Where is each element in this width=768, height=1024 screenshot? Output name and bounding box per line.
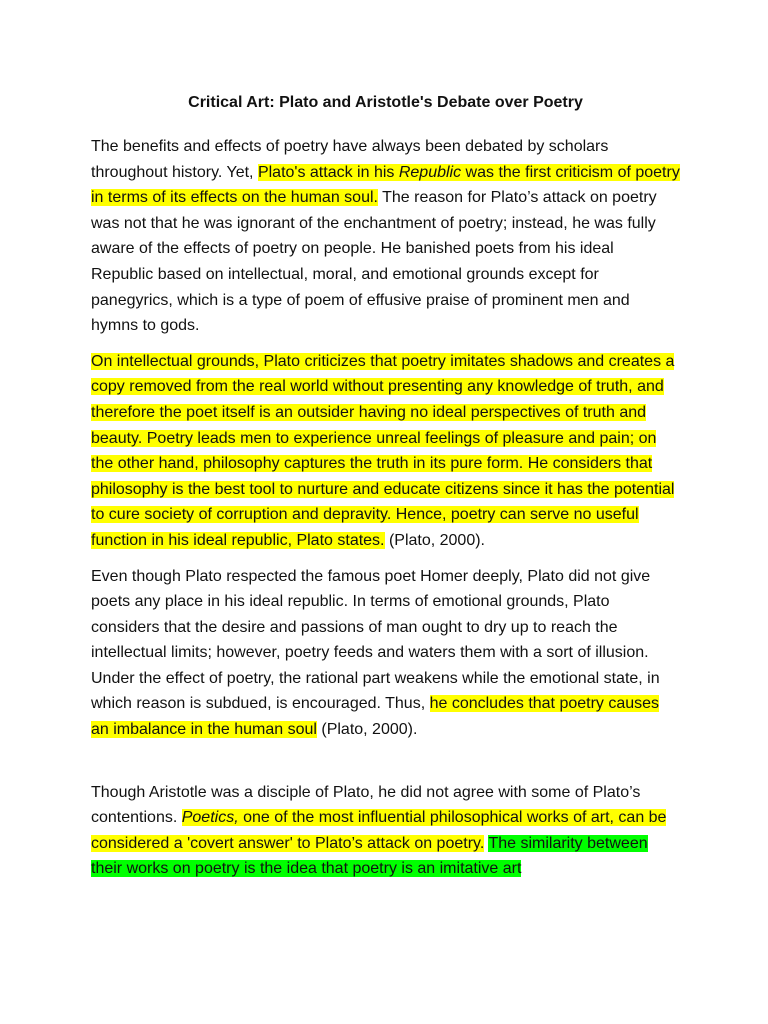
p1-highlight-text-1: Plato's attack in his <box>257 163 399 181</box>
p1-text-a: The benefits and effects of poetry have always been debated by scholars throughout history. Yet, <box>91 138 609 181</box>
paragraph-3 <box>91 564 680 743</box>
p1-highlight-text-2: was the first criticism of poetry in terms of its effects on the human soul. <box>91 163 680 207</box>
document-title: Critical Art: Plato and Aristotle's Debate over Poetry <box>188 94 583 111</box>
p3-text-a: Even though Plato respected the famous poet Homer deeply, Plato did not give poets any place in his ideal republic. In terms of emotional grounds, Plato considers that the desire and passions of man ought to dry up to reach the intellectual limits; however, poetry feeds and waters them with a sort of illusion. Under the effect of poetry, the rational part weakens while the emotional state, in which reason is subdued, is encouraged. Thus, <box>91 567 660 713</box>
paragraph-spacer <box>91 753 680 780</box>
p2-highlight: On intellectual grounds, Plato criticizes that poetry imitates shadows and creates a copy removed from the real world without presenting any knowledge of truth, and therefore the poet itself is an outsider having no ideal perspectives of truth and beauty. Poetry leads men to experience unreal feelings of pleasure and pain; on the other hand, philosophy captures the truth in its pure form. He considers that philosophy is the best tool to nurture and educate citizens since it has the potential to cure society of corruption and depravity. Hence, poetry can serve no useful function in his ideal republic, Plato states. <box>91 352 675 549</box>
p4-highlight-text: one of the most influential philosophical works of art, can be considered a 'covert answer' to Plato’s attack on poetry. <box>91 809 667 852</box>
p4-highlight-italic: Poetics, <box>181 809 239 827</box>
p3-citation: (Plato, 2000). <box>316 721 418 739</box>
paragraph-2 <box>91 349 680 554</box>
p3-highlight: he concludes that poetry causes an imbalance in the human soul <box>91 695 660 739</box>
p4-text-a: Though Aristotle was a disciple of Plato, he did not agree with some of Plato’s contentions. <box>91 783 641 827</box>
p1-highlight-italic: Republic <box>398 163 462 181</box>
p4-green-highlight: The similarity between their works on poetry is the idea that poetry is an imitative art <box>91 834 648 878</box>
paragraph-1 <box>91 134 680 339</box>
p2-citation: (Plato, 2000). <box>384 531 485 549</box>
p1-text-b: The reason for Plato’s attack on poetry was not that he was ignorant of the enchantment of poetry; instead, he was fully aware of the effects of poetry on people. He banished poets from his ideal Republic based on intellectual, moral, and emotional grounds except for panegyrics, which is a type of poem of effusive praise of prominent men and hymns to gods. <box>91 189 657 335</box>
paragraph-4 <box>91 780 680 882</box>
